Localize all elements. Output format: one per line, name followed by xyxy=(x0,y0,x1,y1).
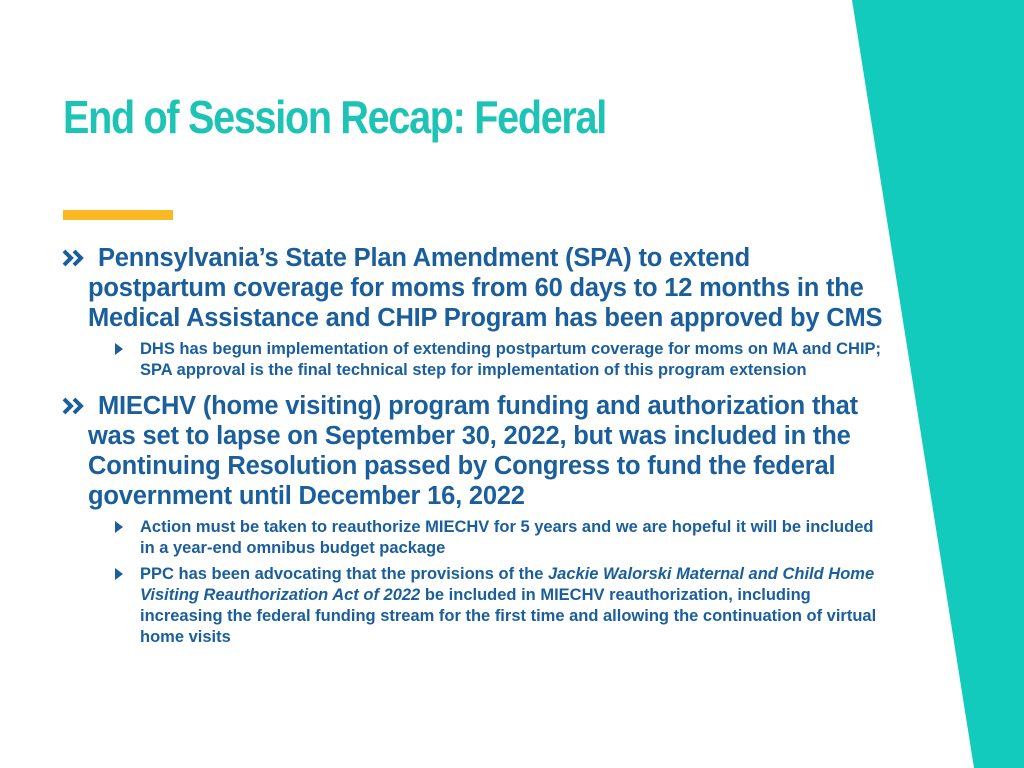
sub-bullet-text: Action must be taken to reauthorize MIECHV for 5 years and we are hopeful it will be included in a year-end omnibus budget package xyxy=(140,518,874,557)
bullet-item xyxy=(62,243,892,381)
triangle-right-icon xyxy=(114,520,124,534)
slide-title: End of Session Recap: Federal xyxy=(63,91,606,143)
bullet-main-text xyxy=(62,391,892,511)
act-title-italic: Jackie Walorski Maternal and Child Home Visiting Reauthorization Act of 2022 xyxy=(140,565,875,604)
triangle-right-icon xyxy=(114,567,124,581)
sub-bullet-item xyxy=(62,517,892,559)
sub-bullet-text: DHS has begun implementation of extending postpartum coverage for moms on MA and CHIP; SPA approval is the final technical step for implementation of this program extension xyxy=(140,340,882,379)
sub-bullet-list xyxy=(62,517,892,648)
bullet-first-line: MIECHV (home visiting) program funding and authorization xyxy=(98,392,806,420)
sub-bullet-item xyxy=(62,339,892,381)
sub-bullet-item xyxy=(62,564,892,648)
double-chevron-right-icon xyxy=(62,248,88,268)
double-chevron-right-icon xyxy=(62,396,88,416)
bullet-rest-text: that was set to lapse on September 30, 2022, but was included in the Continuing Resolution passed by Congress to fund the federal government until December 16, 2022 xyxy=(88,392,858,510)
slide-content xyxy=(62,243,892,658)
bullet-rest-text: postpartum coverage for moms from 60 days to 12 months in the Medical Assistance and CHIP Program has been approved by CMS xyxy=(88,274,883,332)
sub-bullet-text-after: be included in MIECHV reauthorization, including increasing the federal funding stream for the first time and allowing the continuation of virtual home visits xyxy=(140,586,877,646)
bullet-item xyxy=(62,391,892,648)
sub-bullet-list xyxy=(62,339,892,381)
title-accent-bar xyxy=(63,210,173,220)
bullet-first-line: Pennsylvania’s State Plan Amendment (SPA) to extend xyxy=(98,244,751,272)
bullet-main-text xyxy=(62,243,892,333)
sub-bullet-text-before: PPC has been advocating that the provisions of the xyxy=(140,565,548,583)
triangle-right-icon xyxy=(114,342,124,356)
